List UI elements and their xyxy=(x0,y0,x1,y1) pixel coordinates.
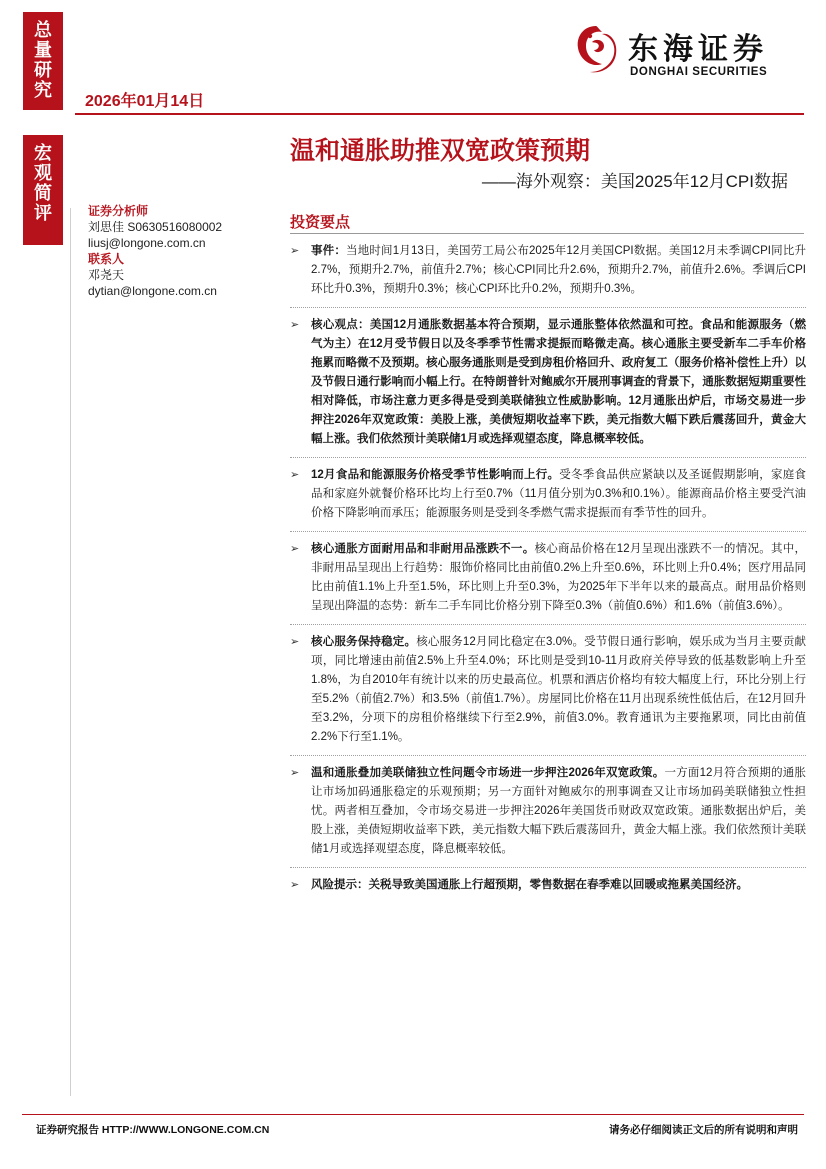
arrow-bullet-icon: ➢ xyxy=(290,319,300,331)
point-text: 核心服务12月同比稳定在3.0%。受节假日通行影响，娱乐成为当月主要贡献项，同比增速由前值2.5%上升至4.0%；环比则是受到10-11月政府关停导致的低基数影响上升至1.8%，为自2010年有统计以来的历史最高位。机票和酒店价格均有较大幅度上行，环比分别上行至5.2%（前值2.7%）和3.5%（前值1.7%）。房屋同比价格在11月出现系统性低估后，在12月回升至3.2%，分项下的房租价格继续下行至2.9%，前值3.0%。教育通讯为主要拖累项，同比由前值2.2%下行至1.1%。 xyxy=(311,636,806,743)
report-type-char: 研 xyxy=(34,60,52,80)
point-lead: 12月食品和能源服务价格受季节性影响而上行。 xyxy=(311,469,560,481)
point-lead: 核心通胀方面耐用品和非耐用品涨跌不一。 xyxy=(311,543,535,555)
category-char: 评 xyxy=(34,203,52,223)
point-text: 一方面12月符合预期的通胀让市场加码通胀稳定的乐观预期；另一方面针对鲍威尔的刑事调查又让市场加码美联储独立性担忧。两者相互叠加，令市场交易进一步押注2026年美国货币财政双宽政策。通胀数据出炉后，美股上涨，美债短期收益率下跌，美元指数大幅下跌后震荡回升，黄金大幅上涨。我们依然预计美联储1月或选择观望态度，降息概率较低。 xyxy=(311,767,806,855)
point-text: 美国12月通胀数据基本符合预期，显示通胀整体依然温和可控。食品和能源服务（燃气为主）在12月受节假日以及冬季季节性需求提振而略微走高。核心通胀主要受新车二手车价格拖累而略微不及预期。核心服务通胀则是受到房租价格回升、政府复工（服务价格补偿性上升）以及节假日通行影响而小幅上行。在特朗普针对鲍威尔开展刑事调查的背景下，通胀数据短期重要性相对降低，市场注意力更多得是受到美联储独立性威胁影响。12月通胀出炉后，市场交易进一步押注2026年双宽政策：美股上涨，美债短期收益率下跌，美元指数大幅下跌后震荡回升，黄金大幅上涨。我们依然预计美联储1月或选择观望态度，降息概率较低。 xyxy=(311,319,806,445)
point-core-goods xyxy=(290,540,806,625)
section-title: 投资要点 xyxy=(290,214,351,231)
report-subtitle: ——海外观察：美国2025年12月CPI数据 xyxy=(481,172,788,191)
arrow-bullet-icon: ➢ xyxy=(290,636,300,648)
key-points xyxy=(290,242,806,911)
category-char: 简 xyxy=(34,183,52,203)
section-divider xyxy=(290,233,804,234)
report-type-char: 总 xyxy=(34,20,52,40)
point-policy xyxy=(290,764,806,868)
arrow-bullet-icon: ➢ xyxy=(290,767,300,779)
arrow-bullet-icon: ➢ xyxy=(290,245,300,257)
point-text: 关税导致美国通胀上行超预期，零售数据在春季难以回暖或拖累美国经济。 xyxy=(368,879,748,891)
contact-label: 联系人 xyxy=(88,252,125,266)
point-event xyxy=(290,242,806,308)
footer-disclaimer: 请务必仔细阅读正文后的所有说明和声明 xyxy=(609,1124,798,1136)
analyst-sidebar xyxy=(88,203,278,299)
report-title: 温和通胀助推双宽政策预期 xyxy=(290,137,591,165)
category-char: 观 xyxy=(34,163,52,183)
point-text: 当地时间1月13日，美国劳工局公布2025年12月美国CPI数据。美国12月未季调CPI同比升2.7%，预期升2.7%，前值升2.7%；核心CPI同比升2.6%，预期升2.7%，前值升2.6%。季调后CPI环比升0.3%，预期升0.3%；核心CPI环比升0.2%，预期升0.3%。 xyxy=(311,245,806,295)
analyst-email[interactable]: liusj@longone.com.cn xyxy=(88,236,206,250)
arrow-bullet-icon: ➢ xyxy=(290,543,300,555)
point-lead: 风险提示： xyxy=(311,879,369,891)
category-tag xyxy=(23,135,63,245)
point-risk xyxy=(290,876,806,903)
point-core-services xyxy=(290,633,806,756)
report-type-char: 究 xyxy=(34,80,52,100)
header-divider xyxy=(75,113,804,115)
category-char: 宏 xyxy=(34,143,52,163)
point-food-energy xyxy=(290,466,806,532)
point-lead: 事件： xyxy=(311,245,347,257)
dragon-logo-icon xyxy=(572,22,620,78)
point-core-view xyxy=(290,316,806,458)
analyst-name: 刘思佳 S0630516080002 xyxy=(88,220,223,234)
footer-site[interactable]: 证券研究报告 HTTP://WWW.LONGONE.COM.CN xyxy=(36,1124,270,1136)
contact-email[interactable]: dytian@longone.com.cn xyxy=(88,284,217,298)
arrow-bullet-icon: ➢ xyxy=(290,879,300,891)
company-logo xyxy=(572,22,802,82)
point-text: 核心商品价格在12月呈现出涨跌不一的情况。其中，非耐用品呈现出上行趋势：服饰价格同比由前值0.2%上升至0.6%，环比则上升0.4%；医疗用品同比由前值1.1%上升至1.5%，环比则上升至0.3%，为2025年下半年以来的最高点。耐用品价格则呈现出降温的态势：新车二手车同比价格分别下降至0.3%（前值0.6%）和1.6%（前值3.6%）。 xyxy=(311,543,807,612)
footer-divider xyxy=(22,1114,804,1115)
contact-name: 邓尧天 xyxy=(88,268,125,282)
arrow-bullet-icon: ➢ xyxy=(290,469,300,481)
report-type-tag xyxy=(23,12,63,110)
report-type-char: 量 xyxy=(34,40,52,60)
point-lead: 核心服务保持稳定。 xyxy=(311,636,417,648)
sidebar-divider xyxy=(70,208,71,1096)
logo-english-name: DONGHAI SECURITIES xyxy=(630,66,768,78)
point-text: 受冬季食品供应紧缺以及圣诞假期影响，家庭食品和家庭外就餐价格环比均上行至0.7%（11月值分别为0.3%和0.1%）。能源商品价格主要受汽油价格下降影响而承压；能源服务则是受到冬季燃气需求提振而有季节性的回升。 xyxy=(311,469,806,519)
logo-chinese-name: 东海证券 xyxy=(628,33,768,66)
report-date: 2026年01月14日 xyxy=(85,93,205,110)
point-lead: 温和通胀叠加美联储独立性问题令市场进一步押注2026年双宽政策。 xyxy=(311,767,665,779)
analyst-label: 证券分析师 xyxy=(88,204,149,218)
point-lead: 核心观点： xyxy=(311,319,370,331)
